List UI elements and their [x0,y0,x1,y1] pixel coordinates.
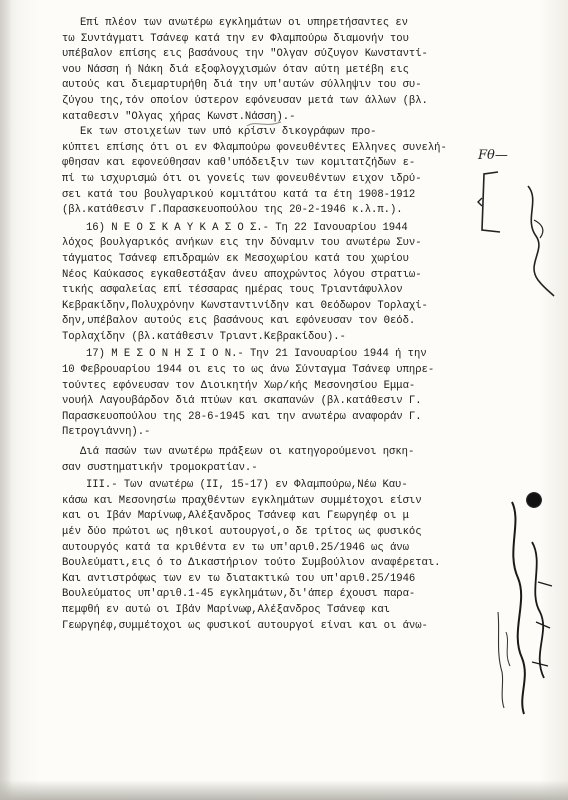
text-line: λόχος βουλγαρικός ανήκων εις την δύναμιν του ανωτέρω Συν- [62,237,422,250]
text-line: 10 Φεβρουαρίου 1944 οι εις το ως άνω Σύνταγμα Τσάνεφ υπηρε- [62,364,435,377]
text-line: καταθεσιν "Ολγας χήρας Κωνστ.Νάσση).- [62,110,296,123]
text-line: σαν συστηματικήν τρομοκρατίαν.- [62,461,258,474]
text-line: αυτουργός κατά τα κριθέντα εν τω υπ'αριθ.25/1946 ως άνω [62,541,409,554]
document-body [62,16,482,634]
text-line: φθησαν και εφονεύθησαν καθ'υπόδειξιν των κομιτατζήδων ε- [62,157,416,170]
text-line: υπέβαλον επίσης εις βασάνους την "Ολγαν σύζυγον Κωνσταντί- [62,48,428,61]
text-line: τούντες εφόνευσαν τον Διοικητήν Χωρ/κής Μεσονησίου Εμμα- [62,379,416,392]
text-line: Διά πασών των ανωτέρω πράξεων οι κατηγορούμενοι ησκη- [80,446,415,459]
text-line: δην,υπέβαλον αυτούς εις βασάνους και εφόνευσαν τον Θεόδ. [62,315,416,328]
text-line: νου Νάσση ή Νάκη διά εξοφλογχισμών όταν αύτη μετέβη εις [62,63,409,76]
text-line: τάγματος Τσάνεφ επιδραμών εκ Μεσοχωρίου κατά του χωρίου [62,252,409,265]
text-line: Τορλαχίδην (βλ.κατάθεσιν Τριαντ.Κεβρακίδου).- [62,330,346,343]
text-line: τικής ασφαλείας επί τέσσαρας ημέρας τους Τριαντάφυλλον [62,284,403,297]
section-heading: 17) Μ Ε Σ Ο Ν Η Σ Ι Ο Ν.- Την 21 Ιανουαρίου 1944 ή την [86,348,427,361]
text-line: Νέος Καύκασος εγκαθεστάξαν άνευ αποχρώντος λόγου στρατιω- [62,268,422,281]
text-line: Γεωργηέφ,συμμέτοχοι ως φυσικοί αυτουργοί είναι και οι άνω- [62,619,428,632]
handwritten-margin-note: Fθ— [478,148,508,163]
section-heading: 16) Ν Ε Ο Σ Κ Α Υ Κ Α Σ Ο Σ.- Τη 22 Ιανουαρίου 1944 [86,221,408,234]
margin-bracket-mark [476,168,506,238]
text-line: Επί πλέον των ανωτέρω εγκλημάτων οι υπηρετήσαντες εν [80,17,408,29]
text-line: και οι Ιβάν Μαρίνωφ,Αλέξανδρος Τσάνεφ και Γεωργηέφ οι μ [62,510,409,523]
text-line: Παρασκευοπούλου της 28-6-1945 και την ανωτέρω αναφοράν Γ. [62,410,422,423]
text-line: νουήλ Λαγουβάρδον διά πτύων και σκαπανών (βλ.κατάθεσιν Γ. [62,395,422,408]
text-line: (βλ.κατάθεσιν Γ.Παρασκευοπούλου της 20-2-1946 κ.λ.π.). [62,204,403,217]
signatures-image [492,482,562,722]
text-line: τω Συντάγματι Τσάνεφ κατά την εν Φλαμπούρω διαμονήν του [62,32,409,45]
scan-bottom-shadow [0,780,568,800]
text-line: πεμφθή εν αυτώ οι Ιβάν Μαρίνωφ,Αλέξανδρος Τσάνεφ και [62,603,390,616]
text-line: πί τω ισχυρισμώ ότι οι γονείς των φονευθέντων ειχον ιδρύ- [62,172,422,185]
text-line: σει κατά του βουλγαρικού κομιτάτου κατά τα έτη 1908-1912 [62,188,416,201]
text-line: κύπτει επίσης ότι οι εν Φλαμπούρω φονευθέντες Ελληνες συνελή- [62,141,447,154]
text-line: Και αντιστρόφως των εν τω διατακτικώ του υπ'αριθ.25/1946 [62,572,416,585]
text-line: μέν δύο πρώτοι ως ηθικοί αυτουργοί,ο δε τρίτος ως φυσικός [62,526,422,538]
faint-ink-mark [245,118,285,130]
text-line: κάσω και Μεσονησίω πραχθέντων εγκλημάτων συμμέτοχοι είσιν [62,494,422,507]
scan-edge [0,0,12,800]
text-line: Εκ των στοιχείων των υπό κρίσιν δικογράφων προ- [80,126,377,139]
text-line: Πετρογιάννη).- [62,426,151,439]
text-line: Κεβρακίδην,Πολυχρόνην Κωνσταντινίδην και Θεόδωρον Τορλαχί- [62,299,428,312]
handwritten-scribble [520,180,560,300]
text-line: ζύγου της,τόν οποίον ύστερον εφόνευσαν μετά των άλλων (βλ. [62,94,428,107]
text-line: Βουλεύματι,εις ό το Δικαστήριον τούτο Συμβούλιον αναφέρεται. [62,557,441,570]
text-line: αυτούς και διεμαρτυρήθη διά την υπ'αυτών σύλληψιν του συ- [62,79,422,92]
section-heading: III.- Των ανωτέρω (ΙΙ, 15-17) εν Φλαμπούρω,Νέω Καυ- [86,479,408,492]
text-line: Βουλεύματος υπ'αριθ.1-45 εγκλημάτων,δι'άπερ έχουσι παρα- [62,588,416,601]
